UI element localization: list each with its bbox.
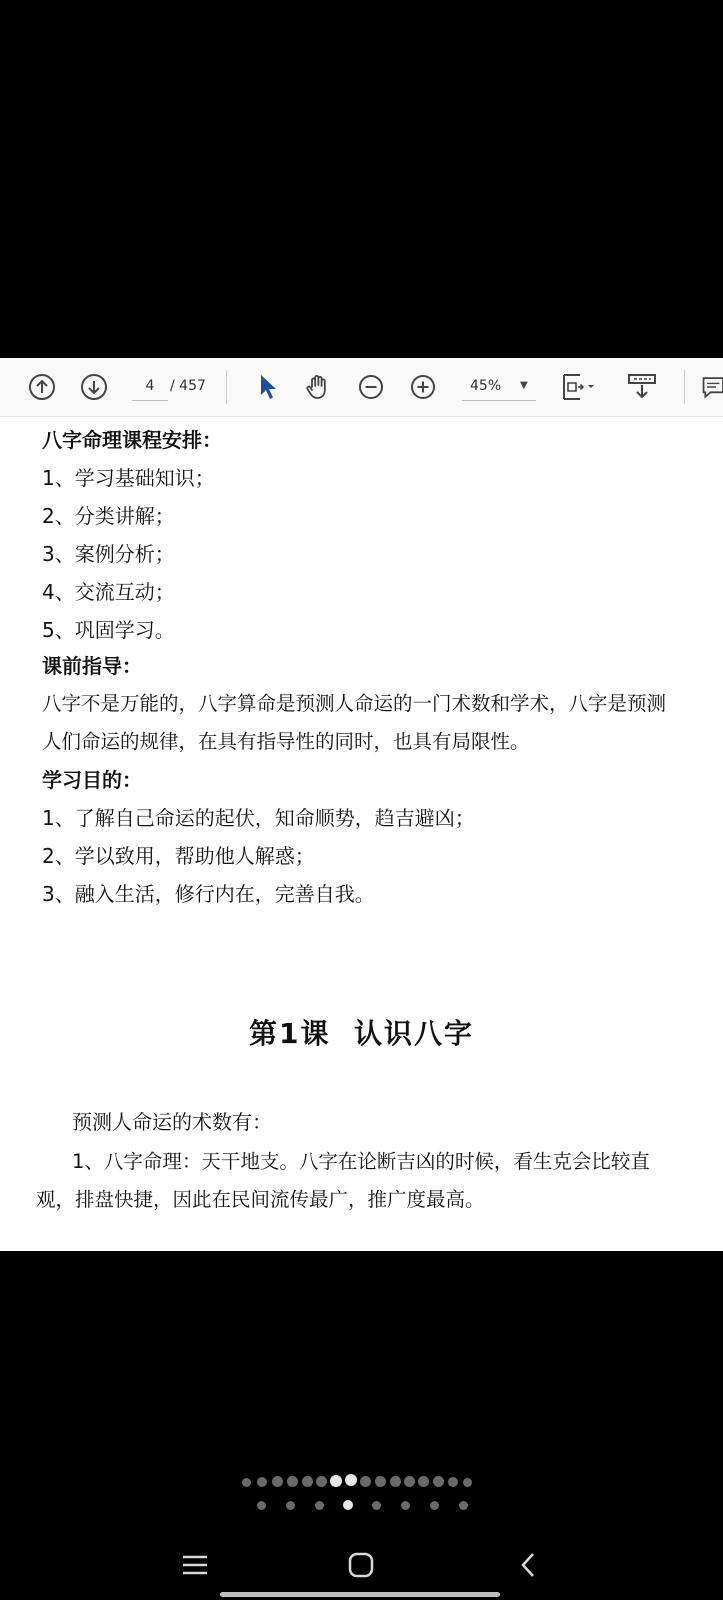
page-dot xyxy=(463,1478,472,1487)
page-dot-active xyxy=(345,1474,357,1486)
guidance-heading: 课前指导： xyxy=(42,654,142,678)
page-dot xyxy=(459,1501,468,1510)
page-dot xyxy=(433,1476,444,1487)
document-page xyxy=(0,416,723,1251)
page-dot xyxy=(257,1477,267,1487)
page-dot xyxy=(315,1501,324,1510)
page-dot xyxy=(430,1501,439,1510)
schedule-item: 5、巩固学习。 xyxy=(42,618,175,642)
schedule-item: 3、案例分析； xyxy=(42,542,175,566)
comment-icon[interactable] xyxy=(700,358,723,416)
goals-item: 3、融入生活，修行内在，完善自我。 xyxy=(42,882,375,906)
guidance-line: 八字不是万能的，八字算命是预测人命运的一门术数和学术，八字是预测 xyxy=(42,692,667,715)
page-dot xyxy=(418,1476,429,1487)
system-navigation-bar xyxy=(0,1540,723,1600)
zoom-select[interactable] xyxy=(462,372,536,401)
recent-apps-icon[interactable] xyxy=(170,1540,220,1590)
next-page-icon[interactable] xyxy=(76,358,112,416)
page-dot xyxy=(272,1476,283,1487)
lesson-point-line: 观，排盘快捷，因此在民间流传最广，推广度最高。 xyxy=(36,1188,485,1211)
page-dot-active xyxy=(343,1500,353,1510)
pdf-viewer xyxy=(0,358,723,1251)
pdf-toolbar xyxy=(0,358,723,417)
page-dot xyxy=(375,1476,386,1487)
fit-page-icon[interactable] xyxy=(558,358,602,416)
zoom-in-icon[interactable] xyxy=(406,358,440,416)
page-dot xyxy=(287,1476,298,1487)
page-dot xyxy=(372,1501,381,1510)
page-dot xyxy=(360,1476,371,1487)
select-cursor-icon[interactable] xyxy=(252,358,284,416)
lesson-point-line: 1、八字命理：天干地支。八字在论断吉凶的时候，看生克会比较直 xyxy=(72,1150,650,1173)
toolbar-divider xyxy=(684,370,685,404)
page-total-label: / 457 xyxy=(170,378,206,394)
page-dot xyxy=(390,1476,401,1487)
page-dot xyxy=(242,1478,251,1487)
page-dot-active xyxy=(330,1475,342,1487)
page-dot xyxy=(401,1501,410,1510)
chevron-down-icon: ▼ xyxy=(520,380,528,391)
prev-page-icon[interactable] xyxy=(24,358,60,416)
lesson-title: 第1课 认识八字 xyxy=(249,1017,474,1050)
hand-pan-icon[interactable] xyxy=(300,358,336,416)
home-icon[interactable] xyxy=(336,1540,386,1590)
back-icon[interactable] xyxy=(503,1540,553,1590)
goals-item: 2、学以致用，帮助他人解惑； xyxy=(42,844,315,868)
zoom-out-icon[interactable] xyxy=(354,358,388,416)
page-dot xyxy=(302,1476,313,1487)
page-dot xyxy=(316,1476,327,1487)
page-indicator-dots xyxy=(0,1470,723,1530)
goals-item: 1、了解自己命运的起伏，知命顺势，趋吉避凶； xyxy=(42,806,475,830)
page-dot xyxy=(404,1476,415,1487)
zoom-value: 45% xyxy=(470,378,502,394)
toolbar-divider xyxy=(226,370,227,404)
guidance-line: 人们命运的规律，在具有指导性的同时，也具有局限性。 xyxy=(42,730,530,753)
page-dot xyxy=(448,1477,458,1487)
schedule-item: 2、分类讲解； xyxy=(42,504,175,528)
lesson-intro: 预测人命运的术数有： xyxy=(72,1110,272,1134)
download-icon[interactable] xyxy=(624,358,660,416)
page-number-input[interactable]: 4 xyxy=(132,372,168,401)
gesture-home-indicator[interactable] xyxy=(220,1592,500,1597)
schedule-item: 4、交流互动； xyxy=(42,580,175,604)
page-dot xyxy=(286,1501,295,1510)
page-dot xyxy=(257,1501,266,1510)
goals-heading: 学习目的： xyxy=(42,768,142,792)
schedule-item: 1、学习基础知识； xyxy=(42,466,215,490)
schedule-heading: 八字命理课程安排： xyxy=(42,428,222,452)
